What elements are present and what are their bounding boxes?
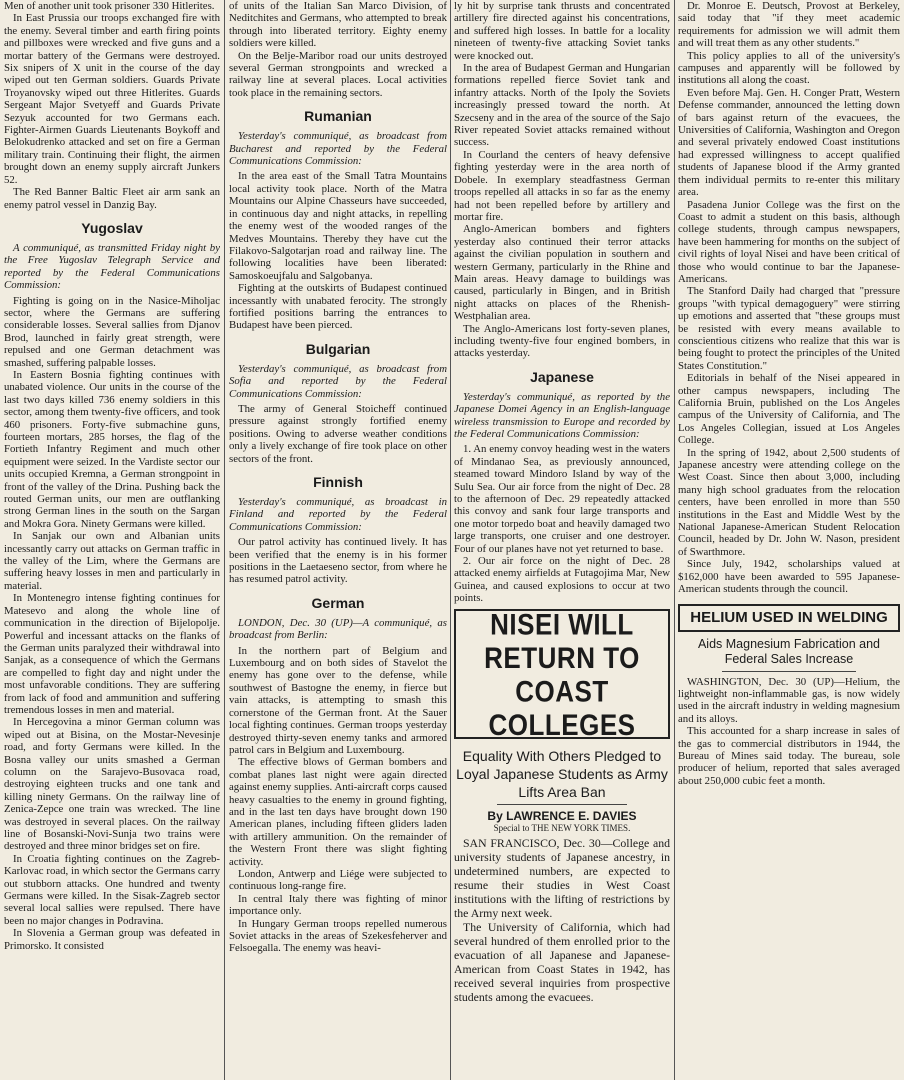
paragraph: of units of the Italian San Marco Division, of Neditchites and Germans, who attempted to break through into liberated territory. Eighty enemy soldiers were killed. [229, 0, 447, 50]
column-1 [4, 0, 220, 1080]
paragraph: Men of another unit took prisoner 330 Hitlerites. [4, 0, 215, 12]
divider [497, 804, 627, 805]
paragraph: In East Prussia our troops exchanged fire with the enemy. Several timber and earth firing points and pillboxes were wrecked and five guns and a mortar battery of the Germans were destroyed. Six snipers of X unit in the course of the day wiped out ten German soldiers. Guards Private Troyanovsky wiped out three Hitlerites. Guards Sergeant Major Svetyeff and Guards Private Sezyuk accounted for two Germans each. Fighter-Airmen Guards Lieutenants Boykoff and Belokudrenko attacked and set on fire a German military train. Continuing their flight, the airmen brought down an enemy supply aircraft Junkers 52. [4, 12, 220, 186]
paragraph: The Red Banner Baltic Fleet air arm sank an enemy patrol vessel in Danzig Bay. [4, 186, 220, 211]
section-heading-german: German [311, 594, 365, 611]
paragraph: This policy applies to all of the university's campuses and apparently will be followed by institutions all along the coast. [678, 49, 900, 87]
paragraph: In Hungary German troops repelled numerous Soviet attacks in the areas of Szekesfeherver and Felsoegalla. The enemy was heavi- [229, 917, 447, 955]
paragraph: Fighting is going on in the Nasice-Miholjac sector, where the Germans are suffering considerable losses. Several sallies from Djanov Brod, launched in fairly great strength, were repulsed and one German detachment was smashed, suffering palpable losses. [4, 294, 220, 369]
paragraph: 1. An enemy convoy heading west in the waters of Mindanao Sea, as previously announced, steamed toward Mindoro Island by way of the Sulu Sea. Our air force from the night of Dec. 28 to the afternoon of Dec. 29 repeatedly attacked this convoy and sank four large transports and one motor torpedo boat and heavily damaged two large transports, one cruiser and one destroyer. Four of our planes have not yet returned to base. [454, 443, 670, 555]
column-rule [450, 0, 451, 1080]
subheadline: Aids Magnesium Fabrication and Federal Sales Increase [697, 636, 881, 666]
paragraph: In the northern part of Belgium and Luxembourg and on both sides of Stavelot the enemy has gone over to the defense, while southwest of Bastogne the enemy, in fierce but vain attacks, is attempting to smash this cornerstone of the German front. At the Sauer local fighting continues. German troops yesterday destroyed thirty-seven enemy tanks and armored patrol cars in Belgium and Luxembourg. [229, 644, 447, 756]
paragraph: The Stanford Daily had charged that "pressure groups "with typical demagoguery" were stirring up emotions and asserted that "these groups must be resisted with every means available to conscientious citizens who realize that this war is being fought to protect the principles of the United States Constitution." [678, 285, 900, 372]
communique-dek: Yesterday's communiqué, as reported by the Japanese Domei Agency in an English-language wireless transmission to Europe and recorded by the Federal Communications Commission: [454, 390, 670, 440]
paragraph: The University of California, which had several hundred of them enrolled prior to the evacuation of all Japanese and Japanese-American from Coast States in 1942, has received several inquiries from prospective students among the evacuees. [454, 919, 670, 1004]
communique-dek: Yesterday's communiqué, as broadcast from Bucharest and reported by the Federal Communications Commission: [229, 130, 447, 168]
byline-credit: Special to THE NEW YORK TIMES. [493, 822, 631, 833]
communique-dek: Yesterday's communiqué, as broadcast in Finland and reported by the Federal Communications Commission: [229, 496, 447, 533]
column-2 [229, 0, 447, 1080]
paragraph: In the area of Budapest German and Hungarian formations repelled fierce Soviet tank and infantry attacks. North of the Ipoly the Soviets increasingly pressed toward the north. At Szecseny and in the area of the source of the Sajo River repeated Soviet attacks remained without success. [454, 62, 670, 149]
byline: By LAWRENCE E. DAVIES [487, 808, 637, 823]
paragraph: Anglo-American bombers and fighters yesterday also continued their terror attacks against the civilian population in southern and western Germany, particularly in the Rhine and Main areas. Heavy damage to buildings was caused, particularly in Bingen, and in British night attacks on places of the Rhenish-Westphalian area. [454, 223, 670, 323]
column-rule [674, 0, 675, 1080]
divider [722, 671, 855, 672]
paragraph: In the spring of 1942, about 2,500 students of Japanese ancestry were attending college on the West Coast. Since then about 3,000, including many high school graduates from the relocation centers, have been enrolled in more than 550 institutions in the East and Middle West by the National Japanese-American Student Relocation Council, headed by Dr. John W. Nason, president of Swarthmore. [678, 446, 900, 558]
paragraph: In the area east of the Small Tatra Mountains local activity took place. North of the Matra Mountains our Alpine Chasseurs have succeeded, in continuous day and night attacks, in repelling the enemy west of the wooded ranges of the Medves Mountains. Thereby they have cut the Filakovo-Salgotarjan road and railway line. The following localities have been liberated: Samoskoeujfalu and Salgobanya. [229, 170, 447, 282]
paragraph: The effective blows of German bombers and combat planes last night were again directed against enemy supplies. Anti-aircraft corps caused heavy casualties to the enemy in ground fighting, and in the last ten days have brought down 190 American planes, including fifteen gliders laden with artillery ammunition. On the remainder of the Western Front there was slight fighting activity. [229, 756, 447, 868]
paragraph: London, Antwerp and Liége were subjected to continuous long-range fire. [229, 867, 447, 893]
communique-dek: A communiqué, as transmitted Friday night by the Free Yugoslav Telegraph Service and reported by the Federal Communications Commission: [4, 241, 220, 292]
paragraph: In central Italy there was fighting of minor importance only. [229, 892, 447, 918]
paragraph: Our patrol activity has continued lively. It has been verified that the enemy is in his former positions in the Laetaeseno sector, from where he has resumed patrol activity. [229, 536, 447, 586]
column-4 [678, 0, 900, 1080]
communique-dek: LONDON, Dec. 30 (UP)—A communiqué, as broadcast from Berlin: [229, 616, 447, 642]
column-3 [454, 0, 670, 1080]
section-heading-bulgarian: Bulgarian [305, 340, 371, 357]
paragraph: The Anglo-Americans lost forty-seven planes, including twenty-five four engined bombers, in attacks yesterday. [454, 322, 670, 360]
paragraph: Editorials in behalf of the Nisei appeared in other campus newspapers, including The California Bruin, published on the Los Angeles campus of the University of California, and The Los Angeles Collegian, issued at Los Angeles College. [678, 372, 900, 447]
headline-nisei: NISEI WILL RETURN TO COAST COLLEGES [484, 606, 640, 742]
paragraph: Dr. Monroe E. Deutsch, Provost at Berkeley, said today that "if they meet academic requirements for admission we will admit them and will treat them as any other students." [678, 0, 900, 50]
lead-paragraph: SAN FRANCISCO, Dec. 30—College and university students of Japanese ancestry, in undetermined numbers, are expected to resume their studies in West Coast institutions with the lifting of restrictions by the Army next week. [454, 835, 670, 920]
paragraph: Fighting at the outskirts of Budapest continued incessantly with unabated ferocity. The strongly fortified positions barring the entrances to Budapest have been pierced. [229, 282, 447, 332]
paragraph: Even before Maj. Gen. H. Conger Pratt, Western Defense commander, announced the letting down of bars against return of the evacuees, the Universities of California, Washington and Oregon and several privately endowed Coast institutions had expressed willingness to accept qualified students of Japanese blood if the Army granted them individual permits to re-enter this military area. [678, 86, 900, 199]
paragraph: In Eastern Bosnia fighting continues with unabated violence. Our units in the course of the last two days killed 736 enemy soldiers in this sector, among them twenty-five officers, and took 460 prisoners. Forty-five submachine guns, fourteen mortars, 285 horses, the flag of the Fortieth Infantry Regiment and much other equipment were seized. In the Vardiste sector our units occupied Kremna, a German strongpoint in front of the valley of the Drina. Pushing back the routed German units, our men are outflanking strong German lines in the south on the Sargan and Mokra Gora. Ninety Germans were killed. [4, 368, 220, 530]
communique-dek: Yesterday's communiqué, as broadcast from Sofia and reported by the Federal Communications Commission: [229, 362, 447, 400]
paragraph: Since July, 1942, scholarships valued at $162,000 have been awarded to 595 Japanese-American students through the council. [678, 558, 900, 596]
section-heading-yugoslav: Yugoslav [81, 219, 143, 236]
paragraph: On the Belje-Maribor road our units destroyed several German strongpoints and wrecked a railway line at several places. Local activities took place in the remaining sectors. [229, 49, 447, 99]
paragraph: In Hercegovina a minor German column was wiped out at Bisina, on the Mostar-Nevesinje road, and forty Germans were killed. In the Bosna valley our units smashed a German column on the Sarajevo-Busovaca road, destroying eighteen trucks and one tank and killing ninety Germans. On the railway line of Zenica-Zepce one train was wrecked. The line was destroyed in several places. On the railway line of Bosanski-Novi-Sunja two trains were destroyed and three minor bridges set on fire. [4, 716, 220, 853]
subheadline: Equality With Others Pledged to Loyal Japanese Students as Army Lifts Area Ban [456, 747, 668, 800]
paragraph: In Courland the centers of heavy defensive fighting yesterday were in the area north of Dobele. In exemplary steadfastness German troops repelled all attacks in so far as the enemy had not been repelled before by artillery and mortar fire. [454, 148, 670, 223]
headline-helium: HELIUM USED IN WELDING [678, 604, 900, 632]
headline-box [454, 606, 670, 742]
paragraph: 2. Our air force on the night of Dec. 28 attacked enemy airfields at Futagojima Mar, New Guinea, and caused explosions to occur at two points. [454, 555, 670, 605]
paragraph: In Croatia fighting continues on the Zagreb-Karlovac road, in which sector the Germans carry out stubborn attacks. One hundred and twenty Germans were killed. In the Sisak-Zagreb sector several local sallies were repulsed. There have been no major changes in Podravina. [4, 852, 220, 927]
section-heading-japanese: Japanese [530, 368, 594, 385]
section-heading-finnish: Finnish [313, 474, 363, 490]
paragraph: The army of General Stoicheff continued pressure against strongly fortified enemy positions. Owing to adverse weather conditions only a lively exchange of fire took place on other sectors of the front. [229, 402, 447, 465]
paragraph: In Montenegro intense fighting continues for Matesevo and along the whole line of communication in the direction of Bijelopolje. Powerful and incessant attacks on the flanks of the German units paralyzed their withdrawal into Sanjak, as a consequence of which the Germans are compelled to fight day and night under the most unfavorable conditions. They are suffering from lack of food and ammunition and suffering tremendous losses in men and material. [4, 592, 220, 716]
paragraph: ly hit by surprise tank thrusts and concentrated artillery fire directed against his concentrations, and suffered high losses. In battle for a locality nineteen of twenty-five attacking Soviet tanks were knocked out. [454, 0, 670, 62]
paragraph: In Slovenia a German group was defeated in Primorsko. It consisted [4, 927, 220, 952]
column-rule [224, 0, 225, 1080]
paragraph: Pasadena Junior College was the first on the Coast to admit a student on this basis, although college students, through campus newspapers, have been hammering for months on the subject of civil rights of loyal Nisei and have been critical of those who would continue to bar the Japanese-Americans. [678, 198, 900, 285]
section-heading-rumanian: Rumanian [304, 108, 372, 125]
paragraph: WASHINGTON, Dec. 30 (UP)—Helium, the lightweight non-inflammable gas, is now widely used in the aircraft industry in welding magnesium and its alloys. [678, 675, 900, 725]
paragraph: This accounted for a sharp increase in sales of the gas to commercial distributors in 1944, the Bureau of Mines said today. The bureau, sole producer of helium, reported that sales averaged about 250,000 cubic feet a month. [678, 725, 900, 787]
paragraph: In Sanjak our own and Albanian units incessantly carry out attacks on German traffic in the valley of the Lim, where the Germans are suffering heavy losses in men and particularly in material. [4, 530, 220, 592]
